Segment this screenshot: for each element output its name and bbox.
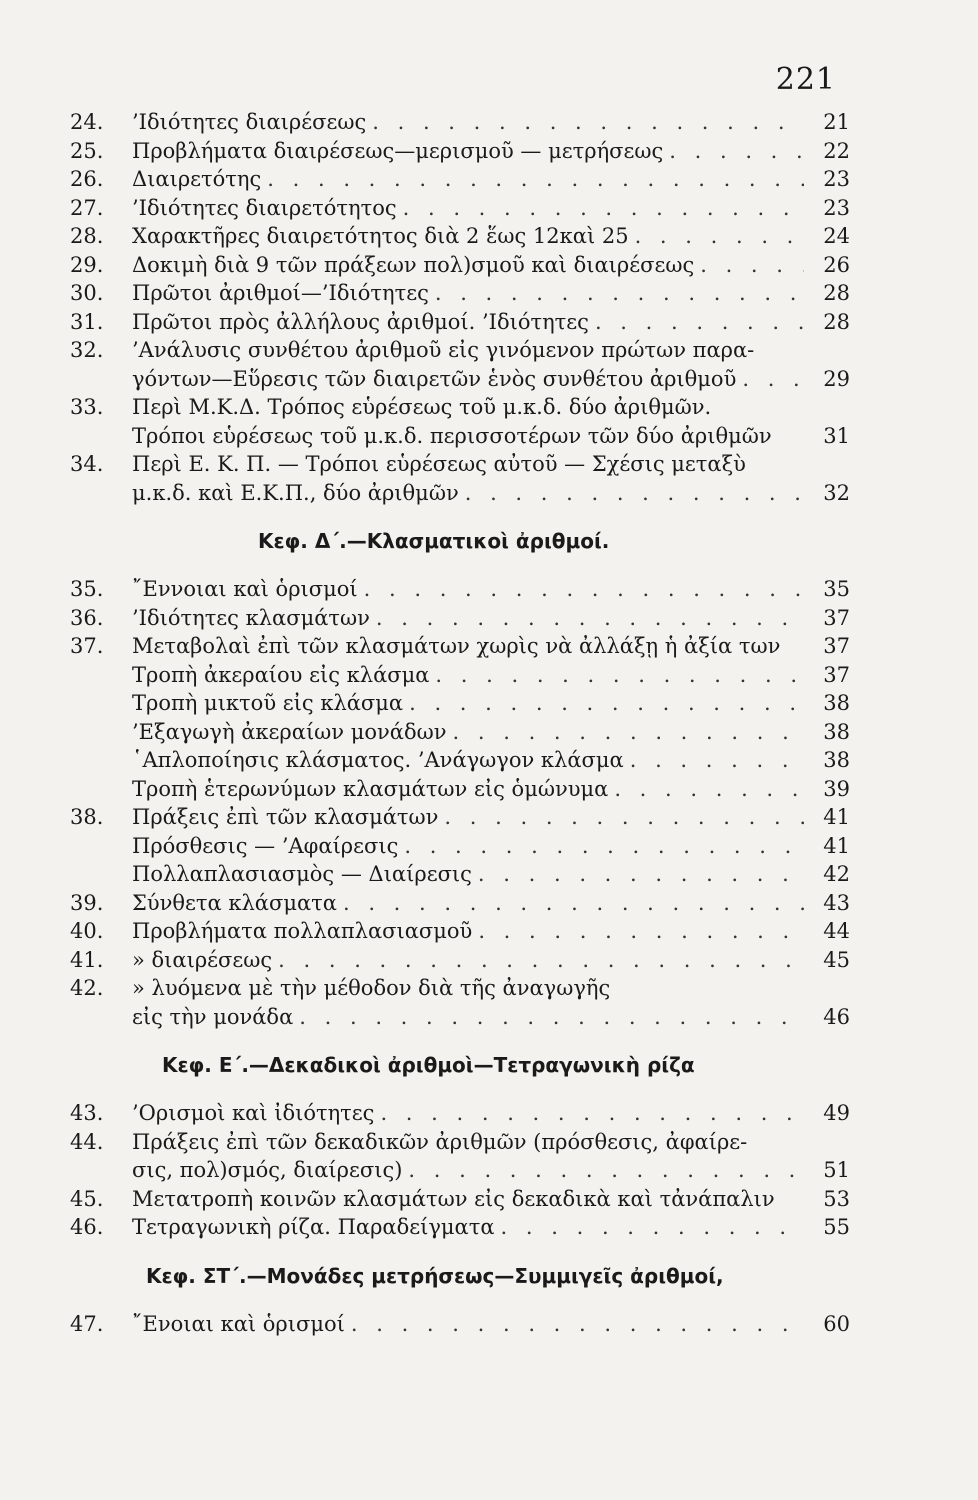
- entry-number: 39.: [70, 890, 104, 915]
- toc-entry-35: [70, 575, 850, 604]
- chapter-heading-st: Κεφ. ΣΤ΄.—Μονάδες μετρήσεως—Συμμιγεῖς ἀριθμοί,: [146, 1263, 724, 1288]
- entry-title-line1: Περὶ Ε. Κ. Π. — Τρόποι εὑρέσεως αὐτοῦ — Σχέσις μεταξὺ: [132, 452, 746, 476]
- dot-leader: [444, 803, 804, 832]
- toc-entry-46: [70, 1213, 850, 1242]
- dot-leader: [700, 251, 804, 280]
- entry-number: 42.: [70, 976, 104, 1000]
- entry-title-line2: σις, πολ)σμός, διαίρεσις): [132, 1158, 403, 1182]
- dot-leader: [669, 137, 804, 166]
- toc-entry-33: [70, 393, 850, 422]
- dot-leader: [630, 746, 804, 775]
- entry-page: 45: [823, 947, 850, 972]
- entry-number: 41.: [70, 947, 104, 972]
- dot-leader: [372, 108, 804, 137]
- chapter-heading-d: Κεφ. Δ΄.—Κλασματικοὶ ἀριθμοί.: [258, 529, 610, 553]
- entry-page: 31: [823, 423, 850, 448]
- entry-page: 55: [823, 1215, 850, 1239]
- dot-leader: [453, 718, 804, 747]
- entry-title: ’Ιδιότητες διαιρέσεως: [132, 110, 367, 134]
- entry-number: 32.: [70, 338, 104, 362]
- entry-page: 23: [823, 167, 850, 191]
- entry-page: 39: [823, 776, 850, 801]
- entry-title: Πράξεις ἐπὶ τῶν κλασμάτων: [132, 805, 439, 829]
- entry-title: Χαρακτῆρες διαιρετότητος διὰ 2 ἕως 12καὶ 25: [132, 224, 629, 248]
- dot-leader: [408, 1156, 804, 1185]
- entry-title: ’Εξαγωγὴ ἀκεραίων μονάδων: [132, 719, 447, 744]
- toc-subentry: [70, 718, 850, 747]
- entry-title-line1: ’Ανάλυσις συνθέτου ἀριθμοῦ εἰς γινόμενον πρώτων παρα-: [132, 338, 755, 362]
- toc-entry-44: [70, 1128, 850, 1157]
- entry-number: 46.: [70, 1215, 104, 1239]
- toc-entry-32: [70, 336, 850, 365]
- entry-number: 26.: [70, 167, 104, 191]
- entry-page: 21: [823, 110, 850, 134]
- entry-number: 27.: [70, 195, 104, 220]
- entry-page: 51: [823, 1158, 850, 1182]
- entry-number: 38.: [70, 805, 104, 829]
- toc-entry-39: [70, 889, 850, 918]
- entry-title-line2: μ.κ.δ. καὶ Ε.Κ.Π., δύο ἀριθμῶν: [132, 480, 459, 505]
- entry-title: Πολλαπλασιασμὸς — Διαίρεσις: [132, 862, 472, 886]
- entry-page: 24: [823, 224, 850, 248]
- toc-entry-38: [70, 803, 850, 832]
- entry-number: 33.: [70, 395, 104, 419]
- toc-subentry: [70, 661, 850, 690]
- entry-page: 28: [823, 281, 850, 305]
- entry-page: 38: [823, 719, 850, 744]
- entry-page: 60: [823, 1311, 850, 1336]
- entry-number: 37.: [70, 634, 104, 658]
- entry-page: 22: [823, 138, 850, 163]
- entry-number: 31.: [70, 309, 104, 334]
- entry-page: 32: [823, 480, 850, 505]
- toc-subentry: [70, 746, 850, 775]
- entry-number: 28.: [70, 224, 104, 248]
- dot-leader: [435, 661, 804, 690]
- toc-entry-24: [70, 108, 850, 137]
- entry-page: 35: [823, 577, 850, 601]
- toc-entry-27: [70, 194, 850, 223]
- entry-title: ’Ιδιότητες κλασμάτων: [132, 605, 370, 630]
- entry-title-line1: » λυόμενα μὲ τὴν μέθοδον διὰ τῆς ἀναγωγῆς: [132, 976, 611, 1000]
- entry-title: Τροπὴ ἀκεραίου εἰς κλάσμα: [132, 662, 430, 687]
- toc-entry-33-cont: [70, 422, 850, 451]
- entry-page: 37: [823, 634, 850, 658]
- entry-title: ῎Εννοιαι καὶ ὁρισμοί: [132, 577, 358, 601]
- dot-leader: [404, 832, 804, 861]
- dot-leader: [380, 1099, 804, 1128]
- entry-title: Δοκιμὴ διὰ 9 τῶν πράξεων πολ)σμοῦ καὶ διαιρέσεως: [132, 252, 695, 277]
- dot-leader: [351, 1310, 804, 1339]
- entry-title-line2: εἰς τὴν μονάδα: [132, 1004, 294, 1029]
- entry-number: 34.: [70, 452, 104, 476]
- entry-number: 43.: [70, 1101, 104, 1125]
- toc-entry-32-cont: [70, 365, 850, 394]
- entry-number: 40.: [70, 919, 104, 943]
- dot-leader: [501, 1213, 804, 1242]
- dot-leader: [343, 889, 804, 918]
- entry-title: Προβλήματα διαιρέσεως—μερισμοῦ — μετρήσεως: [132, 138, 664, 163]
- dot-leader: [465, 479, 804, 508]
- entry-page: 43: [823, 890, 850, 915]
- dot-leader: [635, 222, 804, 251]
- toc-entry-43: [70, 1099, 850, 1128]
- table-of-contents: [70, 108, 850, 1338]
- entry-page: 46: [823, 1004, 850, 1029]
- dot-leader: [267, 165, 804, 194]
- toc-entry-47: [70, 1310, 850, 1339]
- entry-title: Τροπὴ μικτοῦ εἰς κλάσμα: [132, 691, 404, 715]
- entry-page: 26: [823, 252, 850, 277]
- toc-subentry: [70, 775, 850, 804]
- entry-title: Διαιρετότης: [132, 167, 262, 191]
- dot-leader: [299, 1003, 804, 1032]
- entry-page: 23: [823, 195, 850, 220]
- entry-page: 44: [823, 919, 850, 943]
- dot-leader: [478, 860, 804, 889]
- toc-entry-41: [70, 946, 850, 975]
- dot-leader: [376, 604, 804, 633]
- entry-page: 41: [823, 805, 850, 829]
- entry-title: Μετατροπὴ κοινῶν κλασμάτων εἰς δεκαδικὰ καὶ τἀνάπαλιν: [132, 1186, 775, 1211]
- toc-entry-34: [70, 450, 850, 479]
- entry-title: » διαιρέσεως: [132, 947, 273, 972]
- dot-leader: [742, 365, 804, 394]
- toc-entry-29: [70, 251, 850, 280]
- entry-title: Τετραγωνικὴ ρίζα. Παραδείγματα: [132, 1215, 495, 1239]
- entry-title-line2: Τρόποι εὑρέσεως τοῦ μ.κ.δ. περισσοτέρων τῶν δύο ἀριθμῶν: [132, 423, 772, 448]
- entry-number: 45.: [70, 1186, 104, 1211]
- entry-page: 53: [823, 1186, 850, 1211]
- entry-page: 28: [823, 309, 850, 334]
- toc-entry-37: [70, 632, 850, 661]
- toc-entry-45: [70, 1185, 850, 1214]
- entry-number: 35.: [70, 577, 104, 601]
- dot-leader: [614, 775, 804, 804]
- dot-leader: [435, 279, 804, 308]
- dot-leader: [409, 689, 804, 718]
- toc-entry-34-cont: [70, 479, 850, 508]
- page-number: 221: [775, 62, 836, 97]
- dot-leader: [478, 917, 804, 946]
- entry-title: Σύνθετα κλάσματα: [132, 890, 337, 915]
- toc-entry-36: [70, 604, 850, 633]
- toc-entry-40: [70, 917, 850, 946]
- entry-title-line1: Περὶ Μ.Κ.Δ. Τρόπος εὑρέσεως τοῦ μ.κ.δ. δύο ἀριθμῶν.: [132, 395, 712, 419]
- entry-title-line2: γόντων—Εὕρεσις τῶν διαιρετῶν ἑνὸς συνθέτου ἀριθμοῦ: [132, 366, 737, 391]
- entry-title: Προβλήματα πολλαπλασιασμοῦ: [132, 919, 473, 943]
- dot-leader: [595, 308, 804, 337]
- chapter-heading-e: Κεφ. Ε΄.—Δεκαδικοὶ ἀριθμοὶ—Τετραγωνικὴ ρίζα: [162, 1053, 695, 1077]
- toc-entry-44-cont: [70, 1156, 850, 1185]
- entry-title: Τροπὴ ἑτερωνύμων κλασμάτων εἰς ὁμώνυμα: [132, 776, 609, 801]
- toc-subentry: [70, 860, 850, 889]
- toc-entry-42-cont: [70, 1003, 850, 1032]
- entry-title: ’Ιδιότητες διαιρετότητος: [132, 195, 397, 220]
- dot-leader: [364, 575, 804, 604]
- entry-page: 42: [823, 862, 850, 886]
- entry-number: 44.: [70, 1129, 104, 1154]
- entry-page: 38: [823, 691, 850, 715]
- entry-page: 38: [823, 748, 850, 772]
- toc-entry-30: [70, 279, 850, 308]
- entry-title: Πρῶτοι πρὸς ἀλλήλους ἀριθμοί. ’Ιδιότητες: [132, 309, 589, 334]
- entry-page: 41: [823, 833, 850, 858]
- entry-title: Πρόσθεσις — ’Αφαίρεσις: [132, 833, 399, 858]
- entry-title: ῾Απλοποίησις κλάσματος. ’Ανάγωγον κλάσμα: [132, 748, 624, 772]
- entry-number: 36.: [70, 605, 104, 630]
- toc-entry-28: [70, 222, 850, 251]
- dot-leader: [278, 946, 804, 975]
- entry-page: 37: [823, 605, 850, 630]
- toc-entry-25: [70, 137, 850, 166]
- toc-entry-26: [70, 165, 850, 194]
- entry-number: 30.: [70, 281, 104, 305]
- toc-subentry: [70, 832, 850, 861]
- entry-number: 25.: [70, 138, 104, 163]
- dot-leader: [403, 194, 804, 223]
- entry-number: 47.: [70, 1311, 104, 1336]
- entry-title: ’Ορισμοὶ καὶ ἰδιότητες: [132, 1101, 375, 1125]
- entry-number: 24.: [70, 110, 104, 134]
- toc-entry-42: [70, 974, 850, 1003]
- entry-number: 29.: [70, 252, 104, 277]
- entry-page: 37: [823, 662, 850, 687]
- entry-title-line1: Πράξεις ἐπὶ τῶν δεκαδικῶν ἀριθμῶν (πρόσθεσις, ἀφαίρε-: [132, 1129, 748, 1154]
- toc-entry-31: [70, 308, 850, 337]
- entry-title: Μεταβολαὶ ἐπὶ τῶν κλασμάτων χωρὶς νὰ ἀλλάξῃ ἡ ἀξία των: [132, 634, 781, 658]
- entry-title: ῎Ενοιαι καὶ ὁρισμοί: [132, 1311, 345, 1336]
- entry-page: 49: [823, 1101, 850, 1125]
- toc-subentry: [70, 689, 850, 718]
- entry-title: Πρῶτοι ἀριθμοί—’Ιδιότητες: [132, 281, 429, 305]
- entry-page: 29: [823, 366, 850, 391]
